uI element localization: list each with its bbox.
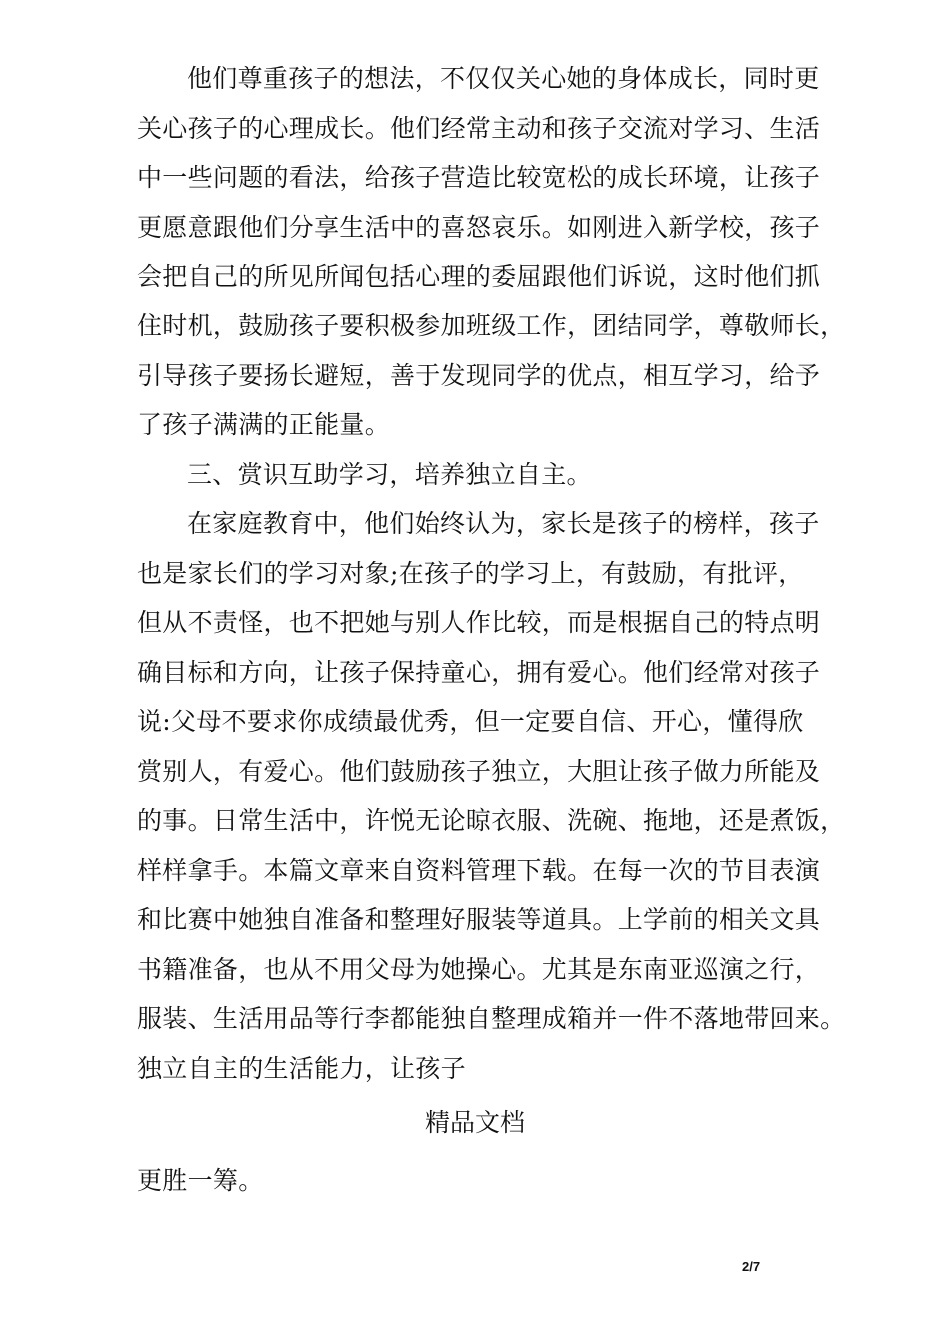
- paragraph-line: 引导孩子要扬长避短，善于发现同学的优点，相互学习，给予: [137, 361, 821, 390]
- page-number: 2/7: [742, 1259, 761, 1274]
- paragraph-line: 更胜一筹。: [137, 1166, 264, 1195]
- paragraph-line: 会把自己的所见所闻包括心理的委屈跟他们诉说，这时他们抓: [137, 262, 821, 291]
- section-heading: 三、赏识互助学习，培养独立自主。: [187, 460, 592, 489]
- paragraph-line: 样样拿手。本篇文章来自资料管理下载。在每一次的节目表演: [137, 856, 821, 885]
- paragraph-line: 更愿意跟他们分享生活中的喜怒哀乐。如刚进入新学校，孩子: [137, 213, 821, 242]
- footer-title: 精品文档: [424, 1108, 525, 1137]
- paragraph-line: 确目标和方向，让孩子保持童心，拥有爱心。他们经常对孩子: [137, 658, 821, 687]
- paragraph-line: 说:父母不要求你成绩最优秀，但一定要自信、开心，懂得欣: [137, 707, 804, 736]
- paragraph-line: 但从不责怪，也不把她与别人作比较，而是根据自己的特点明: [137, 608, 821, 637]
- paragraph-line: 书籍准备，也从不用父母为她操心。尤其是东南亚巡演之行，: [137, 955, 821, 984]
- paragraph-line: 中一些问题的看法，给孩子营造比较宽松的成长环境，让孩子: [137, 163, 821, 192]
- paragraph-line: 了孩子满满的正能量。: [137, 410, 391, 439]
- paragraph-line: 赏别人，有爱心。他们鼓励孩子独立，大胆让孩子做力所能及: [137, 757, 821, 786]
- paragraph-line: 的事。日常生活中，许悦无论晾衣服、洗碗、拖地，还是煮饭，: [137, 806, 846, 835]
- paragraph-line: 独立自主的生活能力，让孩子: [137, 1054, 466, 1083]
- paragraph-line: 和比赛中她独自准备和整理好服装等道具。上学前的相关文具: [137, 905, 821, 934]
- paragraph-line: 关心孩子的心理成长。他们经常主动和孩子交流对学习、生活: [137, 114, 821, 143]
- paragraph-line: 服装、生活用品等行李都能独自整理成箱并一件不落地带回来。: [137, 1004, 846, 1033]
- paragraph-line: 也是家长们的学习对象;在孩子的学习上，有鼓励，有批评，: [137, 559, 804, 588]
- paragraph-line: 住时机，鼓励孩子要积极参加班级工作，团结同学，尊敬师长，: [137, 311, 846, 340]
- paragraph-line: 他们尊重孩子的想法，不仅仅关心她的身体成长，同时更: [187, 64, 820, 93]
- paragraph-line: 在家庭教育中，他们始终认为，家长是孩子的榜样，孩子: [187, 509, 820, 538]
